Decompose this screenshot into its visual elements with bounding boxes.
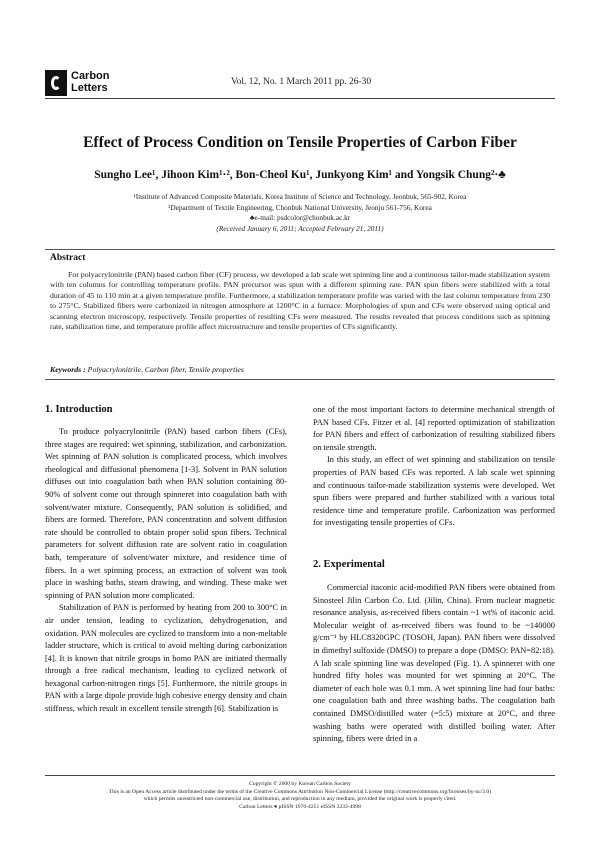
keywords-list: Polyacrylonitrile, Carbon fiber, Tensile properties bbox=[85, 365, 244, 374]
carbon-letters-logo-icon bbox=[45, 70, 67, 96]
intro-paragraph-3: one of the most important factors to determine mechanical strength of PAN based CFs. Fitzer et al. [4] reported optimization of stabilization for PAN fibers and effect of carbonization of resulting stabilized fibers on tensile strength. bbox=[313, 405, 555, 452]
footer-issn: Carbon Letters ● pISSN 1976-4251 eISSN 2233-4998 bbox=[239, 803, 361, 810]
logo-text bbox=[71, 70, 110, 94]
keywords bbox=[50, 365, 244, 374]
intro-paragraph-4: In this study, an effect of wet spinning and stabilization on tensile properties of PAN based CFs was reported. A lab scale wet spinning and continuous tailor-made stabilization systems were developed. Wet spun fibers were prepared and further stabilized with a various total residence time and temperature profile. Carbonization was performed for investigating tensile properties of CFs. bbox=[313, 455, 555, 528]
intro-paragraph-2: Stabilization of PAN is performed by heating from 200 to 300°C in air under tension, leading to cyclization, dehydrogenation, and oxidation. PAN molecules are cyclized to transform into a non-meltable ladder structure, which is critical to avoid melting during carbonization [4]. It is known that nitrile groups in homo PAN are initiated thermally through a free radical mechanism, leading to cyclized network of hexagonal carbon-nitrogen rings [5]. Furthermore, the nitrile groups in PAN with a large dipole provide high cohesive energy density and chain stiffness, which result in excellent tensile strength [6]. Stabilization is bbox=[45, 603, 287, 714]
footer-rule bbox=[45, 775, 555, 776]
paper-title: Effect of Process Condition on Tensile Properties of Carbon Fiber bbox=[83, 134, 517, 151]
right-column-bottom bbox=[313, 582, 555, 746]
footer bbox=[0, 781, 600, 811]
footer-copyright: Copyright © 2000 by Korean Carbon Society bbox=[249, 781, 351, 787]
section-heading-introduction: 1. Introduction bbox=[45, 404, 113, 415]
logo-line2: Letters bbox=[71, 82, 108, 94]
section-heading-experimental: 2. Experimental bbox=[313, 559, 385, 570]
left-column bbox=[45, 426, 287, 716]
received-dates: (Received January 6, 2011; Accepted February 21, 2011) bbox=[216, 224, 384, 233]
footer-license-line2: which permits unrestricted non-commercial use, distribution, and reproduction in any medium, provided the original work is properly cited. bbox=[143, 796, 457, 803]
affiliation-1: ¹Institute of Advanced Composite Materials, Korea Institute of Science and Technology, Jeonbuk, 565-902, Korea bbox=[133, 192, 467, 201]
abstract-heading: Abstract bbox=[50, 253, 86, 263]
footer-license-line1: This is an Open Access article distributed under the terms of the Creative Commons Attribution Non-Commercial License (http://creativecommons.org/licenses/by-nc/3.0) bbox=[108, 788, 492, 795]
right-column-top bbox=[313, 404, 555, 530]
intro-paragraph-1: To produce polyacrylonitrile (PAN) based carbon fibers (CFs), three stages are required: wet spinning, stabilization, and carbonization. Wet spinning of PAN solution is complicated process, which involves rheological and diffusional phenomena [1-3]. Solvent in PAN solution diffuses out into coagulation bath when PAN solution containing 80-90% of solvent come out through spinneret into coagulation bath with solvent/water mixture. Consequently, PAN solution is solidified, and fibers are formed. Therefore, PAN concentration and solvent diffusion rate should be controlled to obtain proper solid spun fibers. Technical parameters for solvent diffusion rate are solvent ratio in coagulation bath, temperature of solvent/water mixture, and residence time of fibers. In a wet spinning process, an extraction of solvent was took place in washing baths, steam drawing, and winding. These make wet spinning of PAN solution more complicated. bbox=[45, 427, 287, 600]
logo-line1: Carbon bbox=[71, 70, 110, 82]
volume-info: Vol. 12, No. 1 March 2011 pp. 26-30 bbox=[231, 77, 372, 87]
affiliation-2: ²Department of Textile Engineering, Chonbuk National University, Jeonju 561-756, Korea bbox=[168, 203, 432, 212]
experimental-paragraph-1: Commercial itaconic acid-modified PAN fibers were obtained from Sinosteel Jilin Carbon Co. Ltd. (Jilin, China). From nuclear magnetic resonance analysis, as-received fibers contain ~1 wt% of itaconic acid. Molecular weight of as-received fibers was found to be ~140000 g/cm⁻¹ by HLC8320GPC (TOSOH, Japan). PAN fibers were dissolved in dimethyl sulfoxide (DMSO) to prepare a dope (DMSO: PAN=82:18). A lab scale spinning line was developed (Fig. 1). A spinneret with one hundred fifty holes was mounted for wet spinning at 20°C. The diameter of each hole was 0.1 mm. A wet spinning line had four baths: one coagulation bath and three washing baths. The coagulation bath contained DMSO/distilled water (=5:5) mixture at 20°C, and three washing baths were operated with distilled boiling water. After spinning, fibers were dried in a bbox=[313, 583, 555, 744]
author-list: Sungho Lee¹, Jihoon Kim¹·², Bon-Cheol Ku¹, Junkyong Kim¹ and Yongsik Chung²·♣ bbox=[94, 169, 506, 181]
journal-logo bbox=[45, 70, 125, 100]
corresponding-email: ♣e-mail: psdcolor@chonbuk.ac.kr bbox=[249, 213, 351, 222]
header-rule bbox=[45, 98, 555, 99]
keywords-label: Keywords : bbox=[50, 365, 86, 374]
abstract-text: For polyacrylonitrile (PAN) based carbon fiber (CF) process, we developed a lab scale wet spinning line and a continuous tailor-made stabilization system with ten columns for controlling temperature profile. PAN precursor was spun with a different spinning rate. PAN spun fibers were stabilized with a total duration of 45 to 110 min at a given temperature profile. Furthermore, a stabilization temperature profile was varied with the last column temperature from 230 to 275°C. Stabilized fibers were carbonized in nitrogen atmosphere at 1200°C in a furnace. Morphologies of spun and CFs were observed using optical and scanning electron microscopy, respectively. Tensile properties of resulting CFs were measured. The results revealed that process conditions such as spinning rate, stabilization time, and temperature profile affect microstructure and tensile properties of CFs significantly. bbox=[50, 270, 550, 332]
